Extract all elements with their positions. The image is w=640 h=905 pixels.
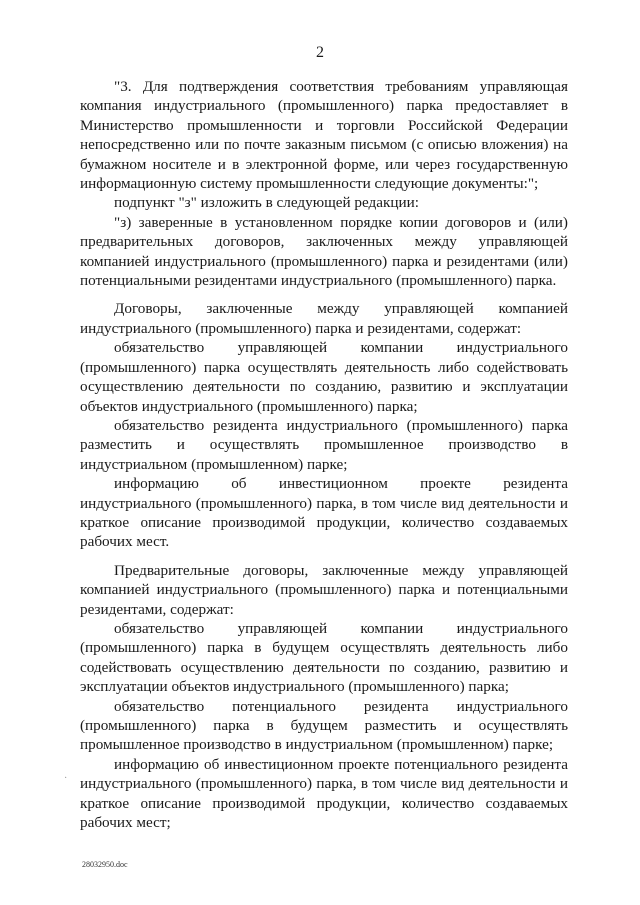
paragraph-3: "з) заверенные в установленном порядке копии договоров и (или) предварительных договоров, заключенных между управляющей компанией индустриального (промышленного) парка и резидентами (или) потенциальными резидентами индустриального (промышленного) парка. bbox=[80, 213, 568, 290]
footer-file-code: 28032950.doc bbox=[82, 860, 128, 869]
paragraph-10: обязательство потенциального резидента индустриального (промышленного) парка в будущем разместить и осуществлять промышленное производство в индустриальном (промышленном) парке; bbox=[80, 697, 568, 754]
paragraph-1: "3. Для подтверждения соответствия требованиям управляющая компания индустриального (промышленного) парка предоставляет в Министерство промышленности и торговли Российской Федерации непосредственно или по почте заказным письмом (с описью вложения) на бумажном носителе и в электронной форме, или через государственную информационную систему промышленности следующие документы:"; bbox=[80, 78, 568, 193]
paragraph-8: Предварительные договоры, заключенные между управляющей компанией индустриального (промышленного) парка и потенциальными резидентами, содержат: bbox=[80, 561, 568, 618]
paragraph-9: обязательство управляющей компании индустриального (промышленного) парка в будущем осуществлять деятельность либо содействовать осуществлению деятельности по созданию, развитию и эксплуатации объектов индустриального (промышленного) парка; bbox=[80, 619, 568, 696]
margin-mark: · bbox=[64, 773, 68, 784]
document-body bbox=[80, 77, 568, 832]
page-number: 2 bbox=[316, 44, 324, 61]
paragraph-7: информацию об инвестиционном проекте резидента индустриального (промышленного) парка, в том числе вид деятельности и краткое описание производимой продукции, количество создаваемых рабочих мест. bbox=[80, 475, 568, 551]
paragraph-4: Договоры, заключенные между управляющей компанией индустриального (промышленного) парка и резидентами, содержат: bbox=[80, 300, 568, 337]
paragraph-2: подпункт "з" изложить в следующей редакции: bbox=[114, 194, 420, 212]
paragraph-6: обязательство резидента индустриального (промышленного) парка разместить и осуществлять промышленное производство в индустриальном (промышленном) парке; bbox=[80, 416, 568, 473]
paragraph-11: информацию об инвестиционном проекте потенциального резидента индустриального (промышленного) парка, в том числе вид деятельности и краткое описание производимой продукции, количество создаваемых рабочих мест; bbox=[80, 755, 568, 832]
paragraph-5: обязательство управляющей компании индустриального (промышленного) парка осуществлять деятельность либо содействовать осуществлению деятельности по созданию, развитию и эксплуатации объектов индустриального (промышленного) парка; bbox=[80, 339, 568, 415]
